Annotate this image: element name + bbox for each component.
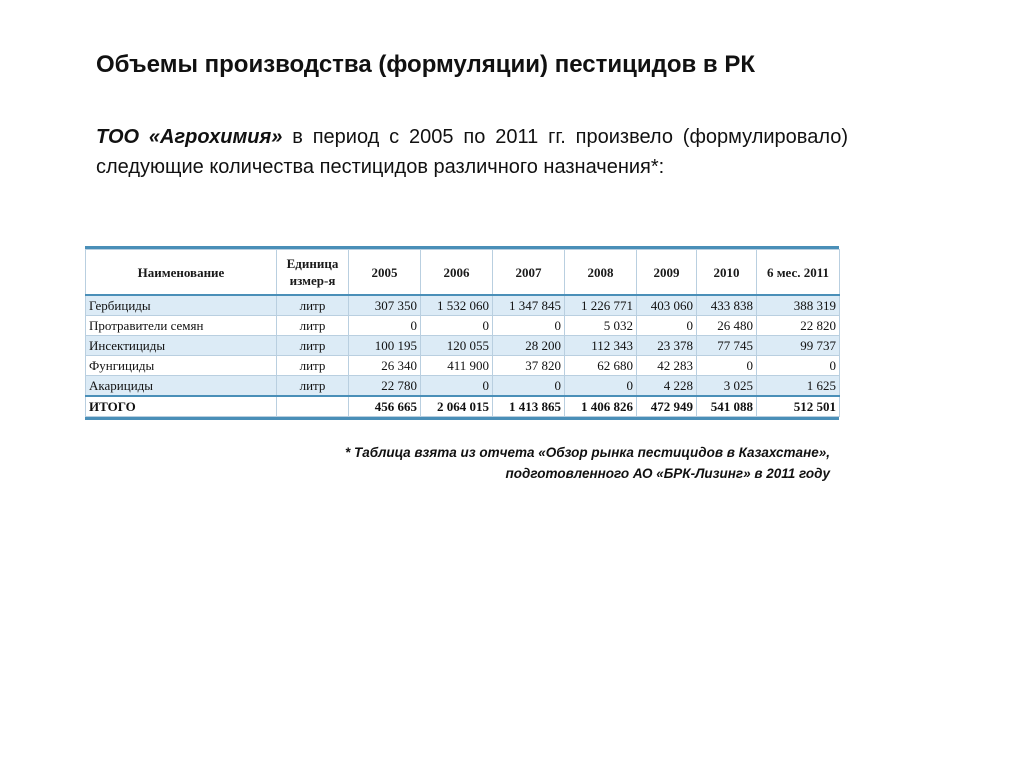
pesticide-table-container	[85, 246, 839, 420]
cell-value: 22 780	[349, 376, 421, 397]
slide-title: Объемы производства (формуляции) пестицидов в РК	[96, 51, 755, 78]
cell-value: 307 350	[349, 295, 421, 316]
cell-unit: литр	[277, 376, 349, 397]
cell-value: 0	[757, 356, 840, 376]
cell-value: 37 820	[493, 356, 565, 376]
intro-text: в период с 2005 по 2011 гг. произвело (формулировало) следующие количества пестицидов различного назначения*:	[96, 126, 848, 178]
cell-value: 512 501	[757, 396, 840, 417]
cell-value: 23 378	[637, 336, 697, 356]
cell-name: Акарициды	[86, 376, 277, 397]
cell-value: 388 319	[757, 295, 840, 316]
cell-value: 77 745	[697, 336, 757, 356]
cell-value: 4 228	[637, 376, 697, 397]
cell-value: 0	[697, 356, 757, 376]
cell-value: 2 064 015	[421, 396, 493, 417]
cell-value: 0	[493, 376, 565, 397]
header-2009: 2009	[637, 250, 697, 296]
cell-name: Протравители семян	[86, 316, 277, 336]
cell-unit: литр	[277, 295, 349, 316]
cell-value: 22 820	[757, 316, 840, 336]
cell-value: 1 413 865	[493, 396, 565, 417]
cell-value: 0	[421, 316, 493, 336]
header-unit: Единица измер-я	[277, 250, 349, 296]
header-2006: 2006	[421, 250, 493, 296]
intro-paragraph	[96, 122, 848, 182]
cell-value: 1 226 771	[565, 295, 637, 316]
footnote-line-1: * Таблица взята из отчета «Обзор рынка пестицидов в Казахстане»,	[345, 445, 830, 460]
cell-value: 26 480	[697, 316, 757, 336]
cell-value: 0	[349, 316, 421, 336]
header-2008: 2008	[565, 250, 637, 296]
cell-value: 433 838	[697, 295, 757, 316]
cell-value: 42 283	[637, 356, 697, 376]
footnote-line-2: подготовленного АО «БРК-Лизинг» в 2011 году	[505, 466, 830, 481]
cell-value: 1 347 845	[493, 295, 565, 316]
cell-unit: литр	[277, 316, 349, 336]
cell-value: 1 625	[757, 376, 840, 397]
cell-value: 112 343	[565, 336, 637, 356]
cell-name: Фунгициды	[86, 356, 277, 376]
table-row-insecticides	[86, 336, 840, 356]
cell-value: 1 406 826	[565, 396, 637, 417]
cell-value: 0	[493, 316, 565, 336]
header-2005: 2005	[349, 250, 421, 296]
table-header-row	[86, 250, 840, 296]
cell-value: 0	[565, 376, 637, 397]
header-2010: 2010	[697, 250, 757, 296]
cell-value: 3 025	[697, 376, 757, 397]
header-2011-6m: 6 мес. 2011	[757, 250, 840, 296]
cell-value: 28 200	[493, 336, 565, 356]
cell-value: 99 737	[757, 336, 840, 356]
cell-value: 411 900	[421, 356, 493, 376]
cell-value: 541 088	[697, 396, 757, 417]
table-row-total	[86, 396, 840, 417]
table-row-seed-protectants	[86, 316, 840, 336]
header-name: Наименование	[86, 250, 277, 296]
cell-name: Гербициды	[86, 295, 277, 316]
header-2007: 2007	[493, 250, 565, 296]
cell-value: 456 665	[349, 396, 421, 417]
table-row-fungicides	[86, 356, 840, 376]
cell-value: 120 055	[421, 336, 493, 356]
cell-value: 472 949	[637, 396, 697, 417]
cell-value: 0	[421, 376, 493, 397]
cell-value: 62 680	[565, 356, 637, 376]
cell-name: Инсектициды	[86, 336, 277, 356]
cell-value: 1 532 060	[421, 295, 493, 316]
cell-value: 26 340	[349, 356, 421, 376]
cell-value: 0	[637, 316, 697, 336]
footnote	[230, 442, 830, 484]
cell-unit	[277, 396, 349, 417]
cell-value: 403 060	[637, 295, 697, 316]
cell-value: 5 032	[565, 316, 637, 336]
cell-unit: литр	[277, 356, 349, 376]
table-row-herbicides	[86, 295, 840, 316]
table-row-acaricides	[86, 376, 840, 397]
cell-value: 100 195	[349, 336, 421, 356]
intro-company: ТОО «Агрохимия»	[96, 126, 283, 148]
cell-name: ИТОГО	[86, 396, 277, 417]
cell-unit: литр	[277, 336, 349, 356]
pesticide-production-table	[85, 249, 840, 417]
